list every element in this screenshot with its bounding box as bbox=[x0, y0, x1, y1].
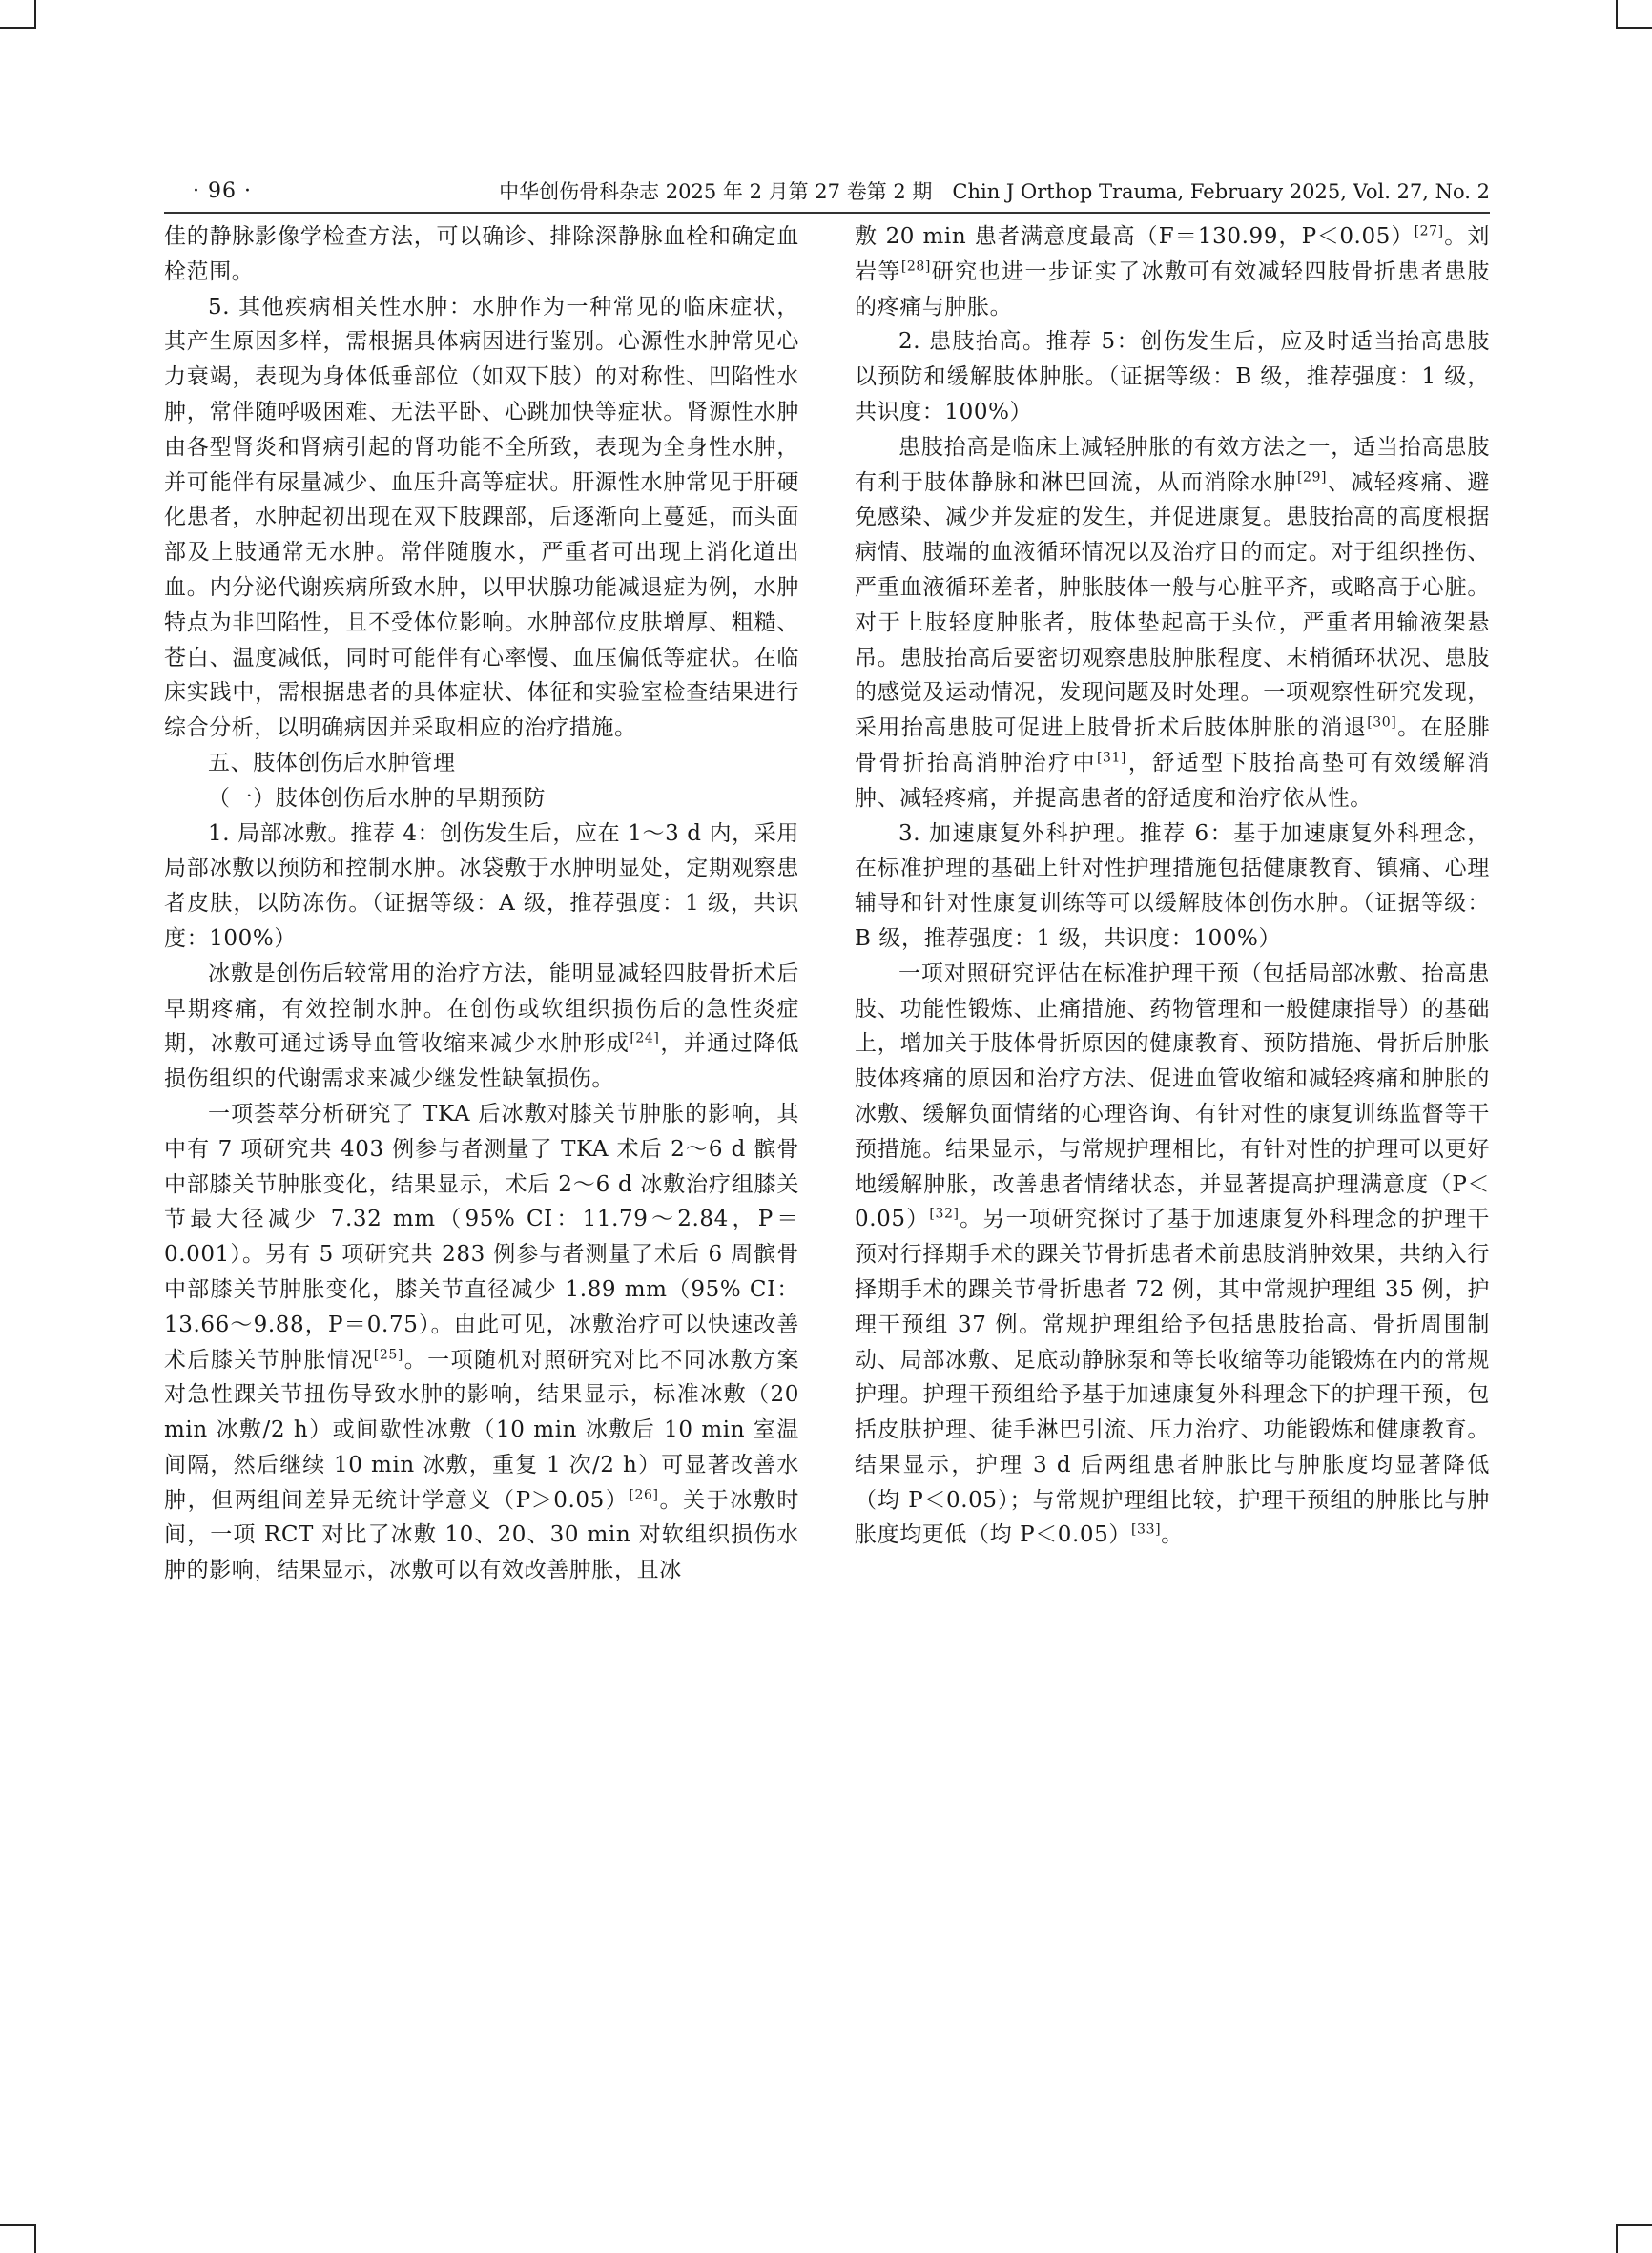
subsection-heading-1: （一）肢体创伤后水肿的早期预防 bbox=[208, 785, 546, 811]
text-run: 。刘岩等 bbox=[855, 224, 1490, 284]
text-run: 。关于冰敷时间，一项 RCT 对比了冰敷 10、20、30 min 对软组织损伤水肿的影响，结果显示，冰敷可以有效改善肿胀，且冰 bbox=[164, 1487, 799, 1583]
citation-ref: [28] bbox=[900, 258, 931, 275]
text-run: 。在胫腓骨骨折抬高消肿治疗中 bbox=[855, 715, 1490, 775]
citation-ref: [31] bbox=[1096, 750, 1127, 766]
text-run: 。一项随机对照研究对比不同冰敷方案对急性踝关节扭伤导致水肿的影响，结果显示，标准冰敷（20 min 冰敷/2 h）或间歇性冰敷（10 min 冰敷后 10 min 室温间隔，然后继续 10 min 冰敷，重复 1 次/2 h）可显著改善水肿，但两组间差异无统计学意义（P＞0.05） bbox=[164, 1347, 800, 1513]
text-run: 一项荟萃分析研究了 TKA 后冰敷对膝关节肿胀的影响，其中有 7 项研究共 403 例参与者测量了 TKA 术后 2～6 d 髌骨中部膝关节肿胀变化，结果显示，术后 2～6 d 冰敷治疗组膝关节最大径减少 7.32 mm（95% CI：11.79～2.84，P＝0.001）。另有 5 项研究共 283 例参与者测量了术后 6 周髌骨中部膝关节肿胀变化，膝关节直径减少 1.89 mm（95% CI：13.66～9.88，P＝0.75）。由此可见，冰敷治疗可以快速改善术后膝关节肿胀情况 bbox=[164, 1101, 799, 1373]
text-run: 敷 20 min 患者满意度最高（F＝130.99，P＜0.05） bbox=[855, 224, 1415, 249]
text-run: 。另一项研究探讨了基于加速康复外科理念的护理干预对行择期手术的踝关节骨折患者术前患肢消肿效果，共纳入行择期手术的踝关节骨折患者 72 例，其中常规护理组 35 例，护理干预组 37 例。常规护理组给予包括患肢抬高、骨折周围制动、局部冰敷、足底动静脉泵和等长收缩等功能锻炼在内的常规护理。护理干预组给予基于加速康复外科理念下的护理干预，包括皮肤护理、徒手淋巴引流、压力治疗、功能锻炼和健康教育。结果显示，护理 3 d 后两组患者肿胀比与肿胀度均显著降低（均 P＜0.05）；与常规护理组比较，护理干预组的肿胀比与肿胀度均更低（均 P＜0.05） bbox=[855, 1207, 1490, 1548]
paragraph-continued bbox=[855, 219, 1490, 324]
citation-ref: [30] bbox=[1367, 714, 1397, 731]
paragraph-limb-elevation bbox=[855, 430, 1490, 816]
paragraph-recommendation-5: 2. 患肢抬高。推荐 5：创伤发生后，应及时适当抬高患肢以预防和缓解肢体肿胀。（证据等级：B 级，推荐强度：1 级，共识度：100%） bbox=[855, 329, 1490, 424]
crop-mark-top-left-h bbox=[0, 27, 36, 29]
header-rule bbox=[164, 212, 1490, 214]
paragraph-continued: 佳的静脉影像学检查方法，可以确诊、排除深静脉血栓和确定血栓范围。 bbox=[164, 224, 799, 284]
crop-mark-top-left-v bbox=[34, 0, 36, 29]
crop-mark-top-right-v bbox=[1616, 0, 1618, 29]
text-run: 冰敷是创伤后较常用的治疗方法，能明显减轻四肢骨折术后早期疼痛，有效控制水肿。在创伤或软组织损伤后的急性炎症期，冰敷可通过诱导血管收缩来减少水肿形成 bbox=[164, 961, 799, 1057]
citation-ref: [27] bbox=[1414, 223, 1444, 239]
citation-ref: [33] bbox=[1131, 1521, 1162, 1538]
citation-ref: [26] bbox=[629, 1487, 659, 1503]
citation-ref: [29] bbox=[1296, 468, 1328, 485]
running-header bbox=[164, 177, 1490, 206]
citation-ref: [32] bbox=[929, 1206, 960, 1222]
paragraph-ice-therapy bbox=[164, 957, 799, 1097]
paragraph-controlled-study bbox=[855, 957, 1490, 1554]
left-column bbox=[164, 219, 799, 1588]
text-run: 一项对照研究评估在标准护理干预（包括局部冰敷、抬高患肢、功能性锻炼、止痛措施、药物管理和一般健康指导）的基础上，增加关于肢体骨折原因的健康教育、预防措施、骨折后肿胀肢体疼痛的原因和治疗方法、促进血管收缩和减轻疼痛和肿胀的冰敷、缓解负面情绪的心理咨询、有针对性的康复训练监督等干预措施。结果显示，与常规护理相比，有针对性的护理可以更好地缓解肿胀，改善患者情绪状态，并显著提高护理满意度（P＜0.05） bbox=[855, 961, 1490, 1232]
paragraph-other-edema: 5. 其他疾病相关性水肿：水肿作为一种常见的临床症状，其产生原因多样，需根据具体病因进行鉴别。心源性水肿常见心力衰竭，表现为身体低垂部位（如双下肢）的对称性、凹陷性水肿，常伴随呼吸困难、无法平卧、心跳加快等症状。肾源性水肿由各型肾炎和肾病引起的肾功能不全所致，表现为全身性水肿，并可能伴有尿量减少、血压升高等症状。肝源性水肿常见于肝硬化患者，水肿起初出现在双下肢踝部，后逐渐向上蔓延，而头面部及上肢通常无水肿。常伴随腹水，严重者可出现上消化道出血。内分泌代谢疾病所致水肿，以甲状腺功能减退症为例，水肿特点为非凹陷性，且不受体位影响。水肿部位皮肤增厚、粗糙、苍白、温度减低，同时可能伴有心率慢、血压偏低等症状。在临床实践中，需根据患者的具体症状、体征和实验室检查结果进行综合分析，以明确病因并采取相应的治疗措施。 bbox=[164, 294, 799, 741]
crop-mark-bottom-left-v bbox=[34, 2224, 36, 2253]
right-column bbox=[855, 219, 1490, 1553]
text-run: 患肢抬高是临床上减轻肿胀的有效方法之一，适当抬高患肢有利于肢体静脉和淋巴回流，从而消除水肿 bbox=[855, 434, 1490, 495]
citation-ref: [24] bbox=[630, 1030, 660, 1046]
citation-ref: [25] bbox=[373, 1346, 403, 1362]
crop-mark-bottom-left-h bbox=[0, 2224, 36, 2226]
paragraph-recommendation-4: 1. 局部冰敷。推荐 4：创伤发生后，应在 1～3 d 内，采用局部冰敷以预防和控制水肿。冰袋敷于水肿明显处，定期观察患者皮肤，以防冻伤。（证据等级：A 级，推荐强度：1 级，共识度：100%） bbox=[164, 820, 799, 951]
paragraph-recommendation-6: 3. 加速康复外科护理。推荐 6：基于加速康复外科理念，在标准护理的基础上针对性护理措施包括健康教育、镇痛、心理辅导和针对性康复训练等可以缓解肢体创伤水肿。（证据等级：B 级，推荐强度：1 级，共识度：100%） bbox=[855, 820, 1490, 951]
paragraph-meta-analysis bbox=[164, 1097, 799, 1588]
crop-mark-bottom-right-h bbox=[1616, 2224, 1652, 2226]
journal-citation: 中华创伤骨科杂志 2025 年 2 月第 27 卷第 2 期 Chin J Orthop Trauma, February 2025, Vol. 27, No. 2 bbox=[499, 180, 1490, 203]
text-run: ，并通过降低损伤组织的代谢需求来减少继发性缺氧损伤。 bbox=[164, 1031, 800, 1092]
page-number: · 96 · bbox=[193, 179, 252, 203]
text-run: 、减轻疼痛、避免感染、减少并发症的发生，并促进康复。患肢抬高的高度根据病情、肢端的血液循环情况以及治疗目的而定。对于组织挫伤、严重血液循环差者，肿胀肢体一般与心脏平齐，或略高于心脏。对于上肢轻度肿胀者，肢体垫起高于头位，严重者用输液架悬吊。患肢抬高后要密切观察患肢肿胀程度、末梢循环状况、患肢的感觉及运动情况，发现问题及时处理。一项观察性研究发现，采用抬高患肢可促进上肢骨折术后肢体肿胀的消退 bbox=[855, 469, 1490, 741]
crop-mark-bottom-right-v bbox=[1616, 2224, 1618, 2253]
text-run: ，舒适型下肢抬高垫可有效缓解消肿、减轻疼痛，并提高患者的舒适度和治疗依从性。 bbox=[855, 750, 1491, 811]
section-heading-5: 五、肢体创伤后水肿管理 bbox=[208, 750, 456, 775]
text-run: 。 bbox=[1161, 1522, 1184, 1548]
text-run: 研究也进一步证实了冰敷可有效减轻四肢骨折患者患肢的疼痛与肿胀。 bbox=[855, 258, 1490, 320]
crop-mark-top-right-h bbox=[1616, 27, 1652, 29]
